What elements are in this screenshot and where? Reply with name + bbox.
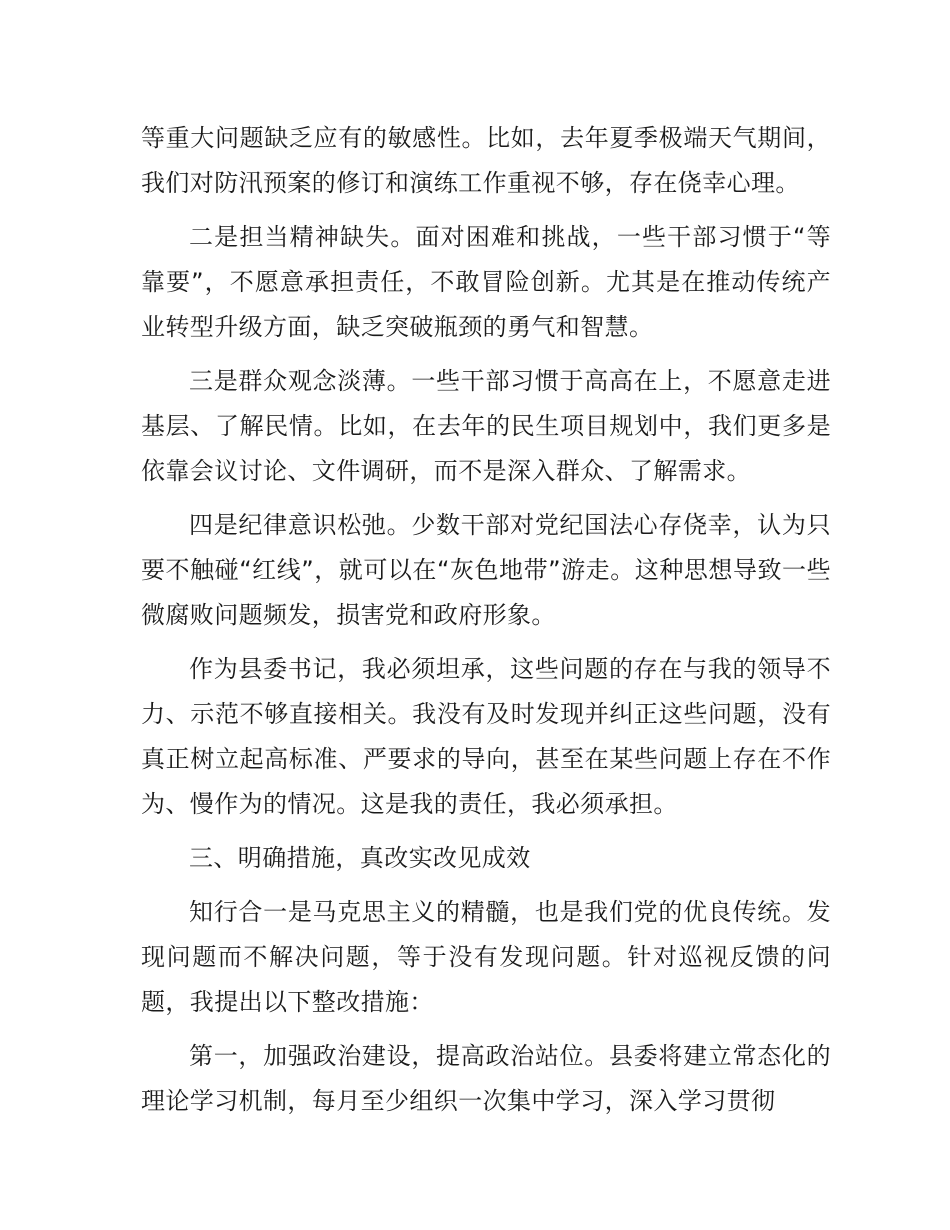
paragraph-responsibility: 二是担当精神缺失。面对困难和挑战，一些干部习惯于“等靠要”，不愿意承担责任，不敢冒险创新。尤其是在推动传统产业转型升级方面，缺乏突破瓶颈的勇气和智慧。 (141, 223, 831, 341)
document-body (141, 116, 831, 1133)
section-heading: 三、明确措施，真改实改见成效 (189, 844, 531, 872)
paragraph-measure-one: 第一，加强政治建设，提高政治站位。县委将建立常态化的理论学习机制，每月至少组织一次集中学习，深入学习贯彻 (141, 1042, 831, 1115)
paragraph-self-criticism: 作为县委书记，我必须坦承，这些问题的存在与我的领导不力、示范不够直接相关。我没有及时发现并纠正这些问题，没有真正树立起高标准、严要求的导向，甚至在某些问题上存在不作为、慢作为的情况。这是我的责任，我必须承担。 (141, 655, 831, 818)
paragraph-continued: 等重大问题缺乏应有的敏感性。比如，去年夏季极端天气期间，我们对防汛预案的修订和演练工作重视不够，存在侥幸心理。 (141, 124, 831, 197)
paragraph-masses: 三是群众观念淡薄。一些干部习惯于高高在上，不愿意走进基层、了解民情。比如，在去年的民生项目规划中，我们更多是依靠会议讨论、文件调研，而不是深入群众、了解需求。 (141, 367, 831, 485)
paragraph-measures-intro: 知行合一是马克思主义的精髓，也是我们党的优良传统。发现问题而不解决问题，等于没有发现问题。针对巡视反馈的问题，我提出以下整改措施： (141, 898, 831, 1016)
paragraph-discipline: 四是纪律意识松弛。少数干部对党纪国法心存侥幸，认为只要不触碰“红线”，就可以在“灰色地带”游走。这种思想导致一些微腐败问题频发，损害党和政府形象。 (141, 511, 831, 629)
